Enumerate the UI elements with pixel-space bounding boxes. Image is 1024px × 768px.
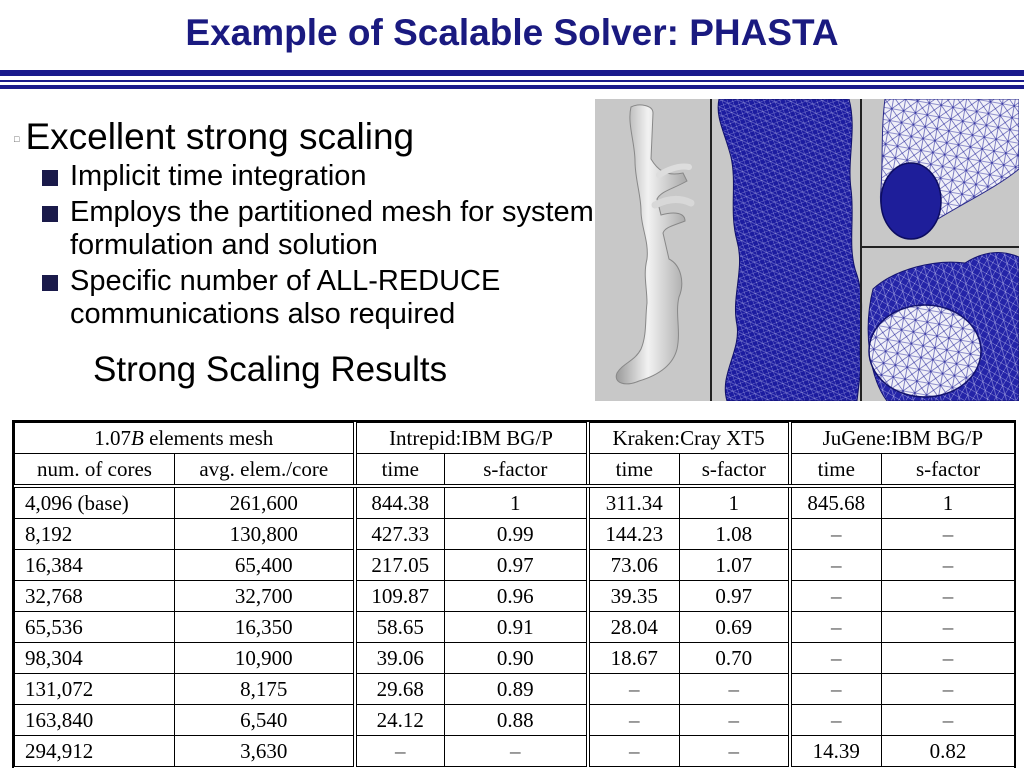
table-cell: 4,096 (base): [15, 486, 175, 519]
table-cell: –: [790, 581, 882, 612]
column-header: time: [588, 454, 680, 487]
filled-square-icon: [42, 170, 58, 186]
table-row: [15, 674, 1015, 705]
table-cell: –: [680, 705, 790, 736]
table-cell: 39.06: [355, 643, 445, 674]
column-header: time: [355, 454, 445, 487]
table-row: [15, 643, 1015, 674]
mesh-figure-svg: [595, 99, 1019, 401]
table-cell: 0.69: [680, 612, 790, 643]
table-row: [15, 519, 1015, 550]
group-header-jugene: JuGene:IBM BG/P: [790, 423, 1015, 454]
main-bullet: [14, 116, 414, 158]
table-cell: –: [882, 550, 1015, 581]
sub-bullet-list: [40, 160, 600, 334]
sub-bullet: [40, 160, 600, 193]
table-cell: –: [882, 705, 1015, 736]
group-header-intrepid: Intrepid:IBM BG/P: [355, 423, 588, 454]
title-rule-thick: [0, 70, 1024, 76]
small-square-icon: □: [14, 134, 20, 145]
table-cell: 73.06: [588, 550, 680, 581]
table-cell: 109.87: [355, 581, 445, 612]
table-row: [15, 550, 1015, 581]
table-row: [15, 612, 1015, 643]
table-cell: –: [680, 674, 790, 705]
filled-square-icon: [42, 275, 58, 291]
table-cell: 29.68: [355, 674, 445, 705]
table-cell: 3,630: [175, 736, 355, 767]
table-cell: 1: [680, 486, 790, 519]
sub-bullet-text: Employs the partitioned mesh for system formulation and solution: [70, 196, 594, 261]
table-row: [15, 736, 1015, 767]
table-row: [15, 581, 1015, 612]
group-header-kraken: Kraken:Cray XT5: [588, 423, 790, 454]
table-row: [15, 486, 1015, 519]
title-rule-bottom: [0, 85, 1024, 89]
table-cell: –: [790, 674, 882, 705]
table-cell: 10,900: [175, 643, 355, 674]
table-cell: 24.12: [355, 705, 445, 736]
table-cell: 1.08: [680, 519, 790, 550]
table-cell: 217.05: [355, 550, 445, 581]
table-cell: –: [882, 581, 1015, 612]
column-header: num. of cores: [15, 454, 175, 487]
table-cell: –: [882, 519, 1015, 550]
table-cell: 0.97: [680, 581, 790, 612]
results-table: [14, 422, 1015, 767]
column-header: avg. elem./core: [175, 454, 355, 487]
table-cell: 844.38: [355, 486, 445, 519]
table-cell: 6,540: [175, 705, 355, 736]
table-cell: 18.67: [588, 643, 680, 674]
table-cell: 0.82: [882, 736, 1015, 767]
table-cell: 65,536: [15, 612, 175, 643]
table-cell: 1: [445, 486, 588, 519]
table-cell: 58.65: [355, 612, 445, 643]
table-cell: 0.70: [680, 643, 790, 674]
mesh-header-cell: 1.07B elements mesh: [15, 423, 355, 454]
table-cell: 311.34: [588, 486, 680, 519]
sub-bullet: [40, 265, 600, 331]
title-rule-thin: [0, 80, 1024, 82]
table-cell: 144.23: [588, 519, 680, 550]
table-cell: –: [355, 736, 445, 767]
table-cell: 32,700: [175, 581, 355, 612]
table-cell: 0.99: [445, 519, 588, 550]
table-cell: –: [680, 736, 790, 767]
table-cell: –: [445, 736, 588, 767]
mesh-middle: [718, 99, 862, 401]
table-cell: 98,304: [15, 643, 175, 674]
table-cell: –: [790, 643, 882, 674]
table-cell: 0.91: [445, 612, 588, 643]
table-cell: 294,912: [15, 736, 175, 767]
table-cell: 8,175: [175, 674, 355, 705]
slide-title: Example of Scalable Solver: PHASTA: [185, 12, 839, 53]
table-header-groups: [15, 423, 1015, 454]
table-cell: 261,600: [175, 486, 355, 519]
table-cell: –: [588, 674, 680, 705]
table-cell: 0.97: [445, 550, 588, 581]
table-cell: –: [882, 674, 1015, 705]
table-cell: –: [588, 705, 680, 736]
table-cell: 845.68: [790, 486, 882, 519]
main-bullet-text: Excellent strong scaling: [25, 116, 415, 157]
table-cell: 1: [882, 486, 1015, 519]
column-header: s-factor: [445, 454, 588, 487]
table-cell: –: [790, 550, 882, 581]
table-cell: 8,192: [15, 519, 175, 550]
table-row: [15, 705, 1015, 736]
results-table-container: [12, 420, 1016, 768]
table-cell: 65,400: [175, 550, 355, 581]
table-cell: 427.33: [355, 519, 445, 550]
column-header: s-factor: [680, 454, 790, 487]
filled-square-icon: [42, 206, 58, 222]
table-cell: 0.88: [445, 705, 588, 736]
table-cell: 32,768: [15, 581, 175, 612]
table-cell: 0.90: [445, 643, 588, 674]
table-cell: 0.96: [445, 581, 588, 612]
table-cell: 130,800: [175, 519, 355, 550]
table-cell: –: [882, 643, 1015, 674]
mesh-figure: [595, 99, 1019, 401]
table-cell: 131,072: [15, 674, 175, 705]
sub-bullet: [40, 196, 600, 262]
table-cell: –: [882, 612, 1015, 643]
table-cell: 163,840: [15, 705, 175, 736]
table-cell: 14.39: [790, 736, 882, 767]
table-cell: 1.07: [680, 550, 790, 581]
table-cell: –: [790, 519, 882, 550]
table-cell: –: [790, 705, 882, 736]
sub-bullet-text: Specific number of ALL-REDUCE communications also required: [70, 265, 501, 330]
table-cell: 0.89: [445, 674, 588, 705]
table-cell: 39.35: [588, 581, 680, 612]
column-header: s-factor: [882, 454, 1015, 487]
table-cell: –: [790, 612, 882, 643]
column-header: time: [790, 454, 882, 487]
table-cell: 28.04: [588, 612, 680, 643]
table-header-columns: [15, 454, 1015, 487]
table-cell: –: [588, 736, 680, 767]
sub-bullet-text: Implicit time integration: [70, 160, 367, 192]
table-cell: 16,350: [175, 612, 355, 643]
table-cell: 16,384: [15, 550, 175, 581]
table-caption: Strong Scaling Results: [93, 350, 448, 389]
